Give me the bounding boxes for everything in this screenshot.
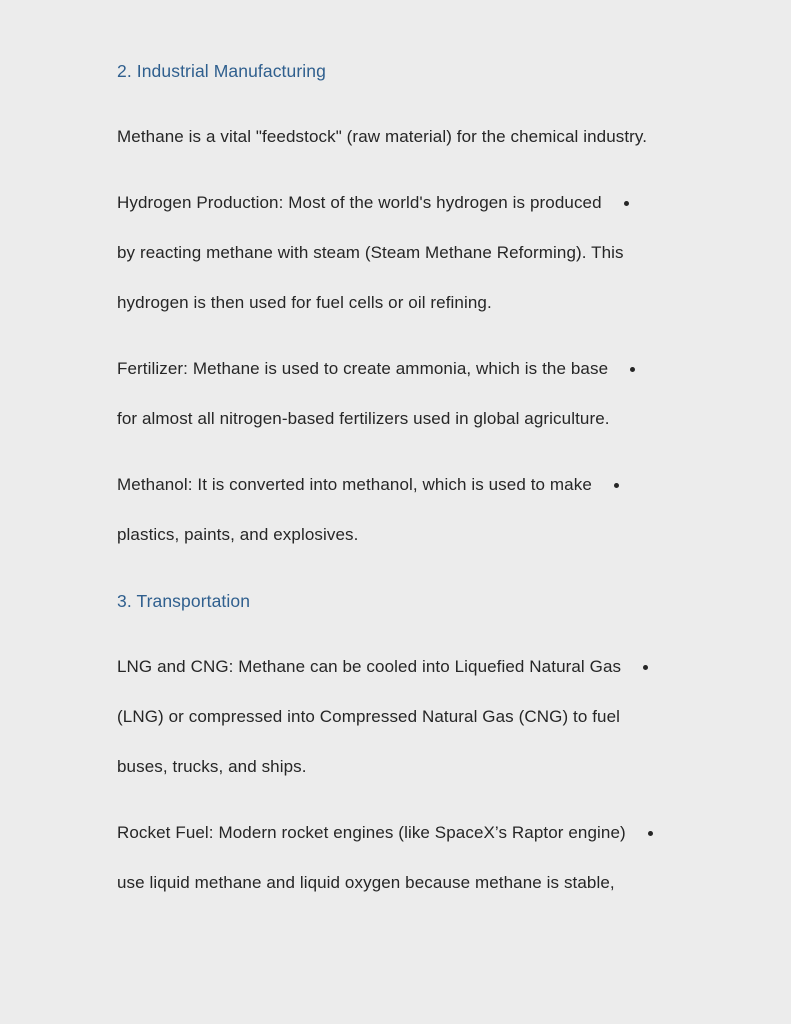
bullet-dot-icon <box>648 831 653 836</box>
bullet-dot-icon <box>624 201 629 206</box>
bullet-text: Hydrogen Production: Most of the world's hydrogen is produced <box>117 193 602 212</box>
bullet-block <box>117 344 751 444</box>
bullet-line <box>117 344 751 394</box>
heading-text: 3. Transportation <box>117 590 251 611</box>
bullet-text: plastics, paints, and explosives. <box>117 525 359 544</box>
bullet-block <box>117 642 751 792</box>
bullet-text: LNG and CNG: Methane can be cooled into Liquefied Natural Gas <box>117 657 622 676</box>
bullet-text: use liquid methane and liquid oxygen because methane is stable, <box>117 873 615 892</box>
bullet-line <box>117 642 751 692</box>
heading-line <box>117 576 751 626</box>
bullet-dot-icon <box>643 665 648 670</box>
bullet-text: for almost all nitrogen-based fertilizers used in global agriculture. <box>117 409 610 428</box>
bullet-text: Fertilizer: Methane is used to create ammonia, which is the base <box>117 359 609 378</box>
heading-block <box>117 576 751 626</box>
bullet-dot-icon <box>614 483 619 488</box>
bullet-line <box>117 858 751 908</box>
bullet-text: buses, trucks, and ships. <box>117 757 307 776</box>
heading-text: 2. Industrial Manufacturing <box>117 60 326 81</box>
bullet-text: by reacting methane with steam (Steam Methane Reforming). This <box>117 243 624 262</box>
bullet-line <box>117 460 751 510</box>
bullet-text: hydrogen is then used for fuel cells or oil refining. <box>117 293 492 312</box>
bullet-line <box>117 742 751 792</box>
paragraph-line <box>117 112 751 162</box>
bullet-line <box>117 278 751 328</box>
bullet-block <box>117 808 751 908</box>
bullet-text: Rocket Fuel: Modern rocket engines (like SpaceX’s Raptor engine) <box>117 823 626 842</box>
bullet-line <box>117 808 751 858</box>
bullet-line <box>117 178 751 228</box>
paragraph-block <box>117 112 751 162</box>
bullet-line <box>117 394 751 444</box>
paragraph-text: Methane is a vital "feedstock" (raw material) for the chemical industry. <box>117 127 648 146</box>
bullet-block <box>117 460 751 560</box>
heading-block <box>117 46 751 96</box>
heading-line <box>117 46 751 96</box>
bullet-line <box>117 510 751 560</box>
bullet-line <box>117 692 751 742</box>
bullet-dot-icon <box>630 367 635 372</box>
document-content <box>117 46 751 908</box>
bullet-line <box>117 228 751 278</box>
bullet-block <box>117 178 751 328</box>
bullet-text: Methanol: It is converted into methanol, which is used to make <box>117 475 592 494</box>
bullet-text: (LNG) or compressed into Compressed Natural Gas (CNG) to fuel <box>117 707 621 726</box>
